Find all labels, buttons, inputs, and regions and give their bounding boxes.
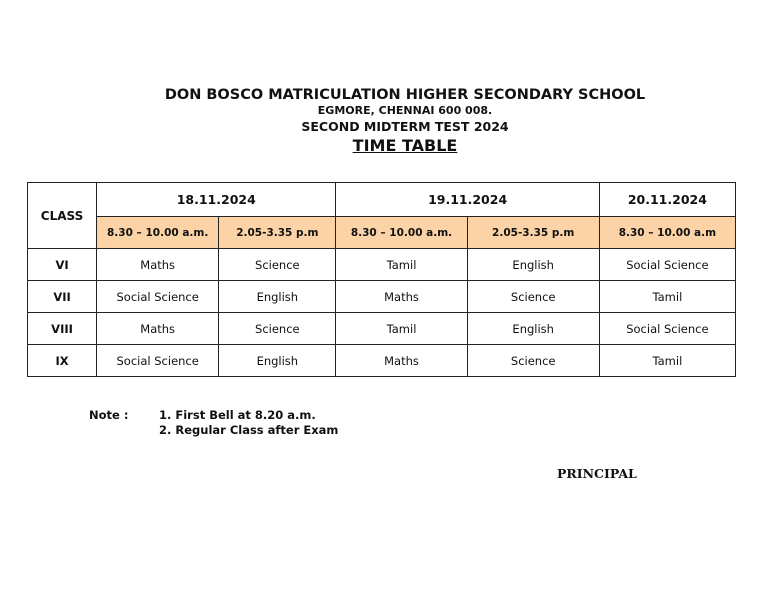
time-slot-header: 2.05-3.35 p.m bbox=[219, 217, 336, 249]
subject-cell: Science bbox=[219, 249, 336, 281]
class-cell: VI bbox=[28, 249, 97, 281]
principal-signature: PRINCIPAL bbox=[557, 466, 637, 481]
subject-cell: Social Science bbox=[599, 313, 735, 345]
table-row bbox=[28, 281, 736, 313]
subject-cell: English bbox=[467, 249, 599, 281]
date-header-row bbox=[28, 183, 736, 217]
time-slot-header: 2.05-3.35 p.m bbox=[467, 217, 599, 249]
date-header: 18.11.2024 bbox=[97, 183, 336, 217]
subject-cell: Science bbox=[467, 345, 599, 377]
subject-cell: Tamil bbox=[336, 313, 467, 345]
subject-cell: Tamil bbox=[599, 281, 735, 313]
subject-cell: Maths bbox=[97, 313, 219, 345]
subject-cell: Maths bbox=[97, 249, 219, 281]
table-row bbox=[28, 313, 736, 345]
time-slot-header: 8.30 – 10.00 a.m. bbox=[336, 217, 467, 249]
subject-cell: Maths bbox=[336, 281, 467, 313]
table-row bbox=[28, 249, 736, 281]
subject-cell: Science bbox=[219, 313, 336, 345]
date-header: 20.11.2024 bbox=[599, 183, 735, 217]
class-column-header: CLASS bbox=[28, 183, 97, 249]
class-cell: VII bbox=[28, 281, 97, 313]
page-title: TIME TABLE bbox=[352, 136, 458, 155]
document-header bbox=[0, 86, 768, 157]
note-label: Note : bbox=[89, 408, 129, 422]
school-address: EGMORE, CHENNAI 600 008. bbox=[317, 104, 493, 117]
school-name: DON BOSCO MATRICULATION HIGHER SECONDARY SCHOOL bbox=[164, 87, 646, 103]
subject-cell: Social Science bbox=[97, 345, 219, 377]
date-header: 19.11.2024 bbox=[336, 183, 599, 217]
table-row bbox=[28, 345, 736, 377]
subject-cell: English bbox=[467, 313, 599, 345]
time-slot-header: 8.30 – 10.00 a.m bbox=[599, 217, 735, 249]
subject-cell: Tamil bbox=[599, 345, 735, 377]
class-cell: IX bbox=[28, 345, 97, 377]
note-list bbox=[159, 408, 419, 438]
time-slot-header: 8.30 – 10.00 a.m. bbox=[97, 217, 219, 249]
subject-cell: Science bbox=[467, 281, 599, 313]
test-name: SECOND MIDTERM TEST 2024 bbox=[301, 119, 509, 134]
subject-cell: Social Science bbox=[97, 281, 219, 313]
slot-header-row bbox=[28, 217, 736, 249]
timetable bbox=[27, 182, 736, 377]
note-item: 2. Regular Class after Exam bbox=[159, 423, 339, 437]
note-item: 1. First Bell at 8.20 a.m. bbox=[159, 408, 316, 422]
subject-cell: English bbox=[219, 281, 336, 313]
subject-cell: English bbox=[219, 345, 336, 377]
class-cell: VIII bbox=[28, 313, 97, 345]
subject-cell: Maths bbox=[336, 345, 467, 377]
subject-cell: Tamil bbox=[336, 249, 467, 281]
subject-cell: Social Science bbox=[599, 249, 735, 281]
